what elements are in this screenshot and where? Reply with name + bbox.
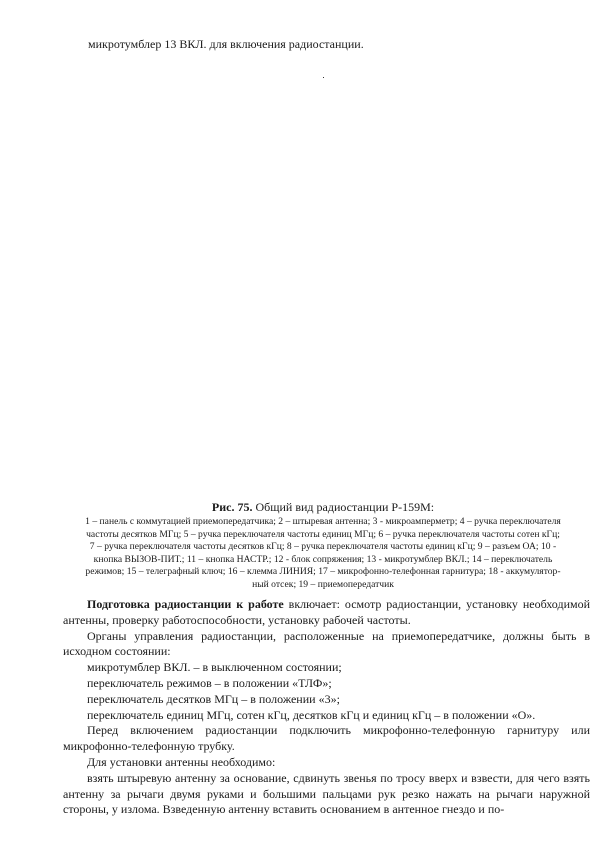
paragraph-antenna-steps: взять штыревую антенну за основание, сдвинуть звенья по тросу вверх и взвести, для чего взять антенну за рычаги двумя руками и большими пальцами рук резко нажать на рычаги наружной стороны, у излома. Взведенную антенну вставить основанием в антенное гнездо и по- [63, 770, 590, 817]
figure-legend [68, 516, 578, 592]
legend-line: кнопка ВЫЗОВ-ПИТ.; 11 – кнопка НАСТР.; 12 - блок сопряжения; 13 - микротумблер ВКЛ.; 14 – переключатель [93, 553, 553, 565]
list-item: переключатель десятков МГц – в положении «3»; [87, 691, 340, 706]
legend-line: частоты десятков МГц; 5 – ручка переключателя частоты единиц МГц; 6 – ручка переключателя частоты сотен кГц; [86, 528, 560, 540]
legend-line: ный отсек; 19 – приемопередатчик [252, 578, 394, 590]
legend-line: 1 – панель с коммутацией приемопередатчика; 2 – штыревая антенна; 3 - микроамперметр; 4 – ручка переключателя [85, 516, 561, 527]
legend-line: режимов; 15 – телеграфный ключ; 16 – клемма ЛИНИЯ; 17 – микрофонно-телефонная гарнитура; 18 - аккумулятор- [85, 566, 561, 578]
preparation-heading: Подготовка радиостанции к работе [87, 597, 284, 611]
figure-title [68, 500, 578, 515]
top-text-line: микротумблер 13 ВКЛ. для включения радиостанции. [88, 37, 364, 51]
list-item: переключатель единиц МГц, сотен кГц, десятков кГц и единиц кГц – в положении «О». [87, 707, 536, 722]
stray-dot [323, 77, 324, 78]
body-text [63, 597, 590, 818]
figure-image-area [70, 95, 530, 495]
figure-caption [68, 500, 578, 592]
list-item: переключатель режимов – в положении «ТЛФ»; [87, 675, 332, 690]
figure-label: Рис. 75. [211, 500, 253, 514]
figure-title-text: Общий вид радиостанции Р-159М: [252, 500, 435, 514]
list-item: микротумблер ВКЛ. – в выключенном состоянии; [87, 660, 342, 675]
paragraph-controls: Органы управления радиостанции, расположенные на приемопередатчике, должны быть в исходном состоянии: [63, 628, 590, 659]
legend-line: 7 – ручка переключателя частоты десятков кГц; 8 – ручка переключателя частоты единиц кГц; 9 – разъем ОА; 10 - [89, 541, 557, 553]
preparation-text: включает: осмотр радиостанции, установку необходимой антенны, проверку работоспособности, установку рабочей частоты. [63, 597, 590, 627]
paragraph-headset: Перед включением радиостанции подключить микрофонно-телефонную гарнитуру или микрофонно-телефонную трубку. [63, 723, 590, 754]
paragraph-preparation [63, 597, 590, 629]
paragraph-antenna-intro: Для установки антенны необходимо: [87, 754, 276, 769]
